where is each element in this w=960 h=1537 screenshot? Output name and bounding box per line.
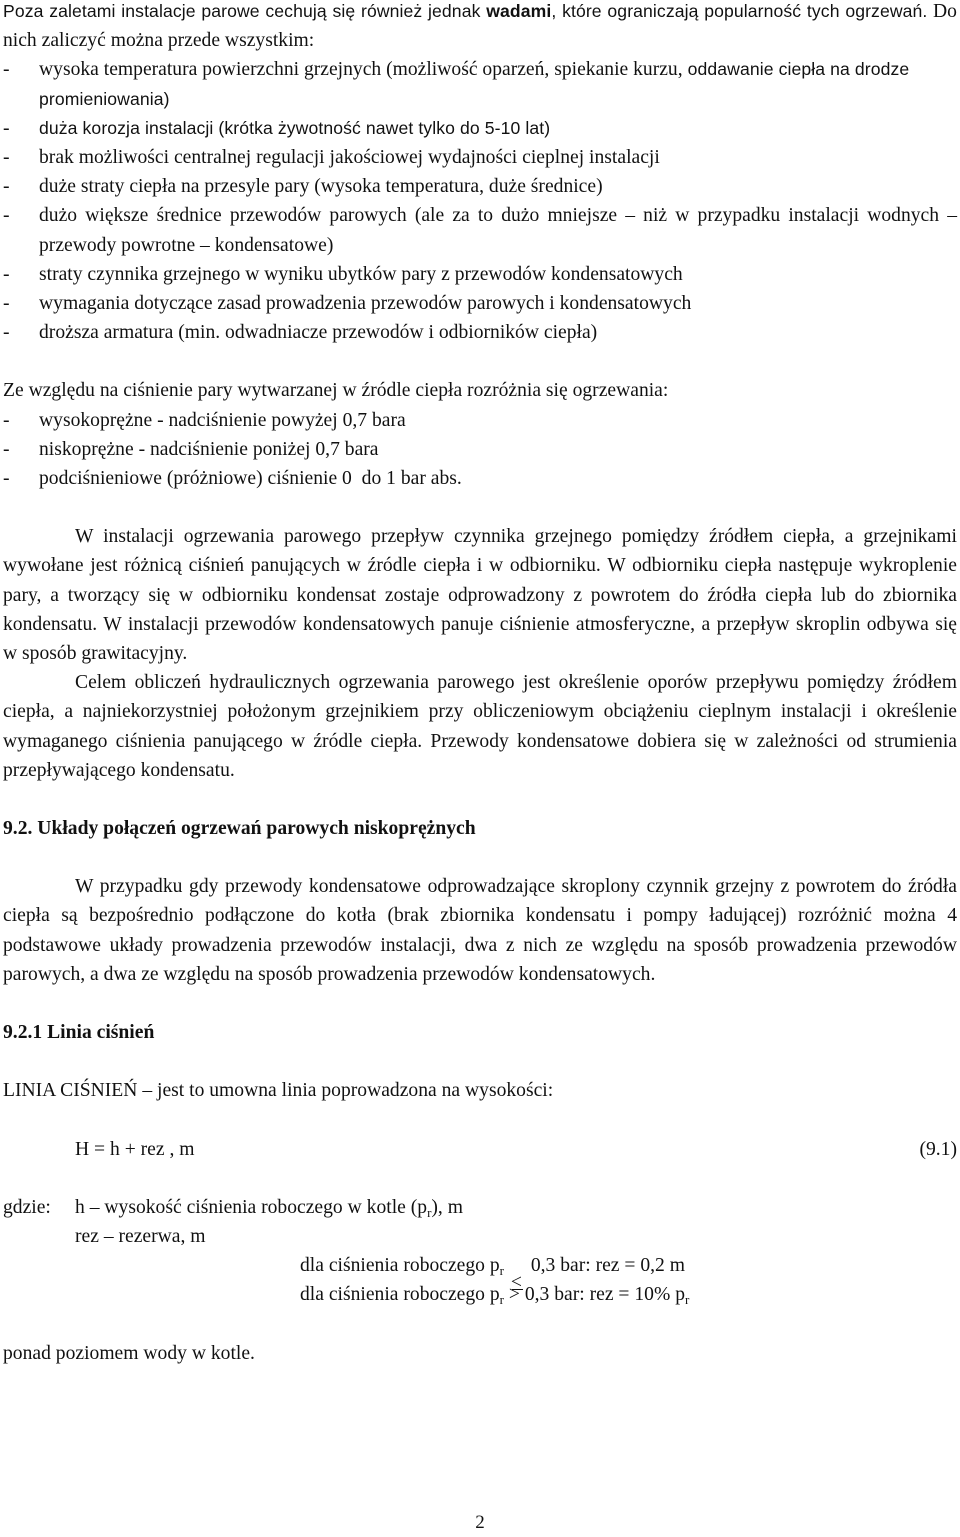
- list-dash: -: [3, 263, 10, 285]
- list-item-text: dużo większe średnice przewodów parowych (ale za to dużo mniejsze – niż w przypadku instalacji wodnych – przewody powrotne – kondensatowe): [39, 205, 957, 256]
- closing-line: ponad poziomem wody w kotle.: [3, 1342, 255, 1364]
- pressure-intro: Ze względu na ciśnienie pary wytwarzanej w źródle ciepła rozróżnia się ogrzewania:: [3, 380, 669, 402]
- spacer: [3, 1106, 957, 1135]
- intro-text-tail: Do nich zaliczyć można przede wszystkim:: [3, 1, 957, 52]
- list-item: [3, 114, 957, 143]
- where-block: [3, 1193, 957, 1222]
- list-dash: -: [3, 117, 10, 139]
- condition-text: dla ciśnienia roboczego p: [300, 1284, 500, 1306]
- list-dash: -: [3, 205, 10, 227]
- section-heading-9-2: 9.2. Układy połączeń ogrzewań parowych niskoprężnych: [3, 818, 476, 840]
- spacer: [3, 843, 957, 872]
- aim-paragraph: Celem obliczeń hydraulicznych ogrzewania parowego jest określenie oporów przepływu pomiędzy źródłem ciepła, a najniekorzystniej położonym grzejnikiem przy obliczeniowym obciążeniu cieplnym instalacji i określenie wymaganego ciśnienia panującego w źródle ciepła. Przewody kondensatowe dobiera się w zależności od strumienia przepływającego kondensatu.: [3, 672, 957, 781]
- spacer: [3, 1310, 957, 1339]
- list-item: [3, 201, 957, 259]
- pressure-line-definition: LINIA CIŚNIEŃ – jest to umowna linia poprowadzona na wysokości:: [3, 1080, 554, 1102]
- h-definition-tail: ), m: [431, 1196, 463, 1218]
- spacer: [3, 1164, 957, 1193]
- list-item: [3, 260, 957, 289]
- section-heading-9-2-1: 9.2.1 Linia ciśnień: [3, 1022, 155, 1044]
- list-item-text: brak możliwości centralnej regulacji jakościowej wydajności cieplnej instalacji: [39, 147, 660, 169]
- section-9-2-paragraph: W przypadku gdy przewody kondensatowe odprowadzające skroplony czynnik grzejny z powrotem do źródła ciepła są bezpośrednio podłączone do kotła (brak zbiornika kondensatu i pompy ładującej) rozróżnić można 4 podstawowe układy prowadzenia przewodów instalacji, dwa z nich ze względu na sposób prowadzenia przewodów parowych, a dwa ze względu na sposób prowadzenia przewodów kondensatowych.: [3, 876, 957, 985]
- list-item-text-cont: oddawanie ciepła na drodze promieniowania): [39, 59, 910, 109]
- subscript: r: [427, 1204, 432, 1220]
- list-item: [3, 172, 957, 201]
- spacer: [3, 1047, 957, 1076]
- intro-bold-word: wadami: [486, 1, 552, 21]
- where-label: gdzie:: [3, 1196, 51, 1218]
- flow-paragraph: W instalacji ogrzewania parowego przepływ czynnika grzejnego pomiędzy źródłem ciepła, a grzejnikami wywołane jest różnicą ciśnień panujących w źródle ciepła i w odbiorniku. W odbiorniku ciepła następuje wykroplenie pary, a tworzący się w odbiorniku kondensat zostaje odprowadzony z powrotem do źródła ciepła lub do zbiornika kondensatu. W instalacji przewodów kondensatowych panuje ciśnienie atmosferyczne, a przepływ skroplin odbywa się w sposób grawitacyjny.: [3, 526, 957, 665]
- spacer: [3, 989, 957, 1018]
- subscript: r: [685, 1292, 690, 1308]
- rez-definition: rez – rezerwa, m: [75, 1225, 206, 1247]
- list-item-text: niskoprężne - nadciśnienie poniżej 0,7 bara: [39, 438, 379, 460]
- list-item-text: wysokoprężne - nadciśnienie powyżej 0,7 bara: [39, 409, 406, 431]
- h-definition: [75, 1193, 463, 1222]
- intro-paragraph: [3, 0, 957, 55]
- page-number: 2: [475, 1512, 485, 1533]
- reserve-condition-2: [3, 1280, 957, 1309]
- spacer: [3, 785, 957, 814]
- list-item: [3, 464, 957, 493]
- list-dash: -: [3, 468, 10, 490]
- reserve-condition-1: [3, 1251, 957, 1280]
- pressure-list: [3, 406, 957, 494]
- h-definition-text: h – wysokość ciśnienia roboczego w kotle (p: [75, 1196, 428, 1218]
- list-item-text: duża korozja instalacji (krótka żywotność nawet tylko do 5-10 lat): [39, 117, 551, 138]
- list-item-text: straty czynnika grzejnego w wyniku ubytków pary z przewodów kondensatowych: [39, 263, 683, 285]
- list-item-text: wysoka temperatura powierzchni grzejnych (możliwość oparzeń, spiekanie kurzu,: [39, 59, 683, 81]
- list-item: [3, 55, 957, 113]
- list-item-text: droższa armatura (min. odwadniacze przewodów i odbiorników ciepła): [39, 322, 598, 344]
- spacer: [3, 493, 957, 522]
- disadvantages-list: [3, 55, 957, 347]
- list-dash: -: [3, 322, 10, 344]
- formula-row: [3, 1135, 957, 1164]
- list-dash: -: [3, 176, 10, 198]
- intro-text-cont: , które ograniczają popularność tych ogrzewań.: [551, 1, 928, 21]
- list-item-text: duże straty ciepła na przesyle pary (wysoka temperatura, duże średnice): [39, 176, 603, 198]
- condition-value: > 0,3 bar: rez = 10% p: [504, 1284, 685, 1306]
- list-item: [3, 318, 957, 347]
- intro-text: Poza zaletami instalacje parowe cechują się również jednak: [3, 1, 487, 21]
- list-item: [3, 435, 957, 464]
- condition-value: 0,3 bar: rez = 0,2 m: [525, 1255, 685, 1277]
- list-dash: -: [3, 293, 10, 315]
- formula-number: (9.1): [919, 1138, 957, 1160]
- list-dash: -: [3, 438, 10, 460]
- list-item-text: podciśnieniowe (próżniowe) ciśnienie 0 do 1 bar abs.: [39, 468, 462, 490]
- document-page: [3, 0, 957, 1368]
- list-item: [3, 289, 957, 318]
- condition-text: dla ciśnienia roboczego p: [300, 1255, 500, 1277]
- where-block: [3, 1222, 957, 1251]
- list-dash: -: [3, 409, 10, 431]
- list-dash: -: [3, 147, 10, 169]
- formula: H = h + rez , m: [75, 1138, 195, 1160]
- list-item: [3, 143, 957, 172]
- list-item: [3, 406, 957, 435]
- subscript: r: [499, 1263, 505, 1279]
- spacer: [3, 347, 957, 376]
- list-dash: -: [3, 59, 10, 81]
- list-item-text: wymagania dotyczące zasad prowadzenia przewodów parowych i kondensatowych: [39, 293, 692, 315]
- subscript: r: [499, 1292, 505, 1308]
